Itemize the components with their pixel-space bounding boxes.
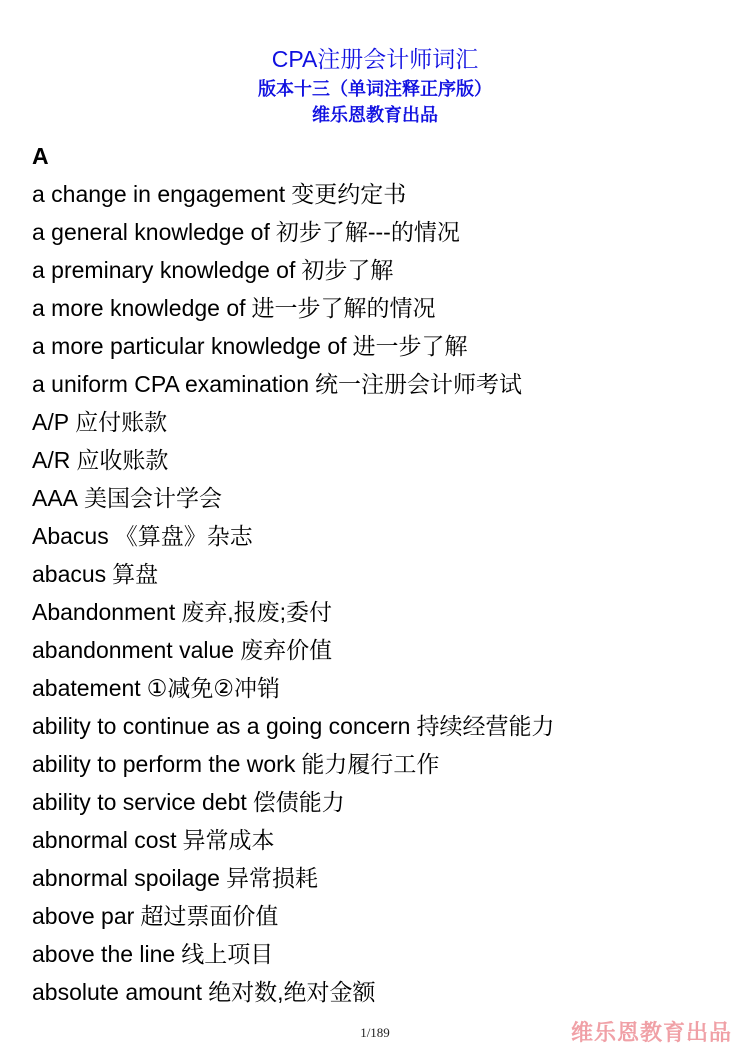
entry-meaning: ①减免②冲销: [146, 675, 280, 701]
entry-meaning: 超过票面价值: [140, 903, 279, 929]
entry-meaning: 能力履行工作: [301, 751, 440, 777]
entry-meaning: 应收账款: [76, 447, 169, 473]
entry-term: ability to service debt: [32, 789, 247, 815]
entry-meaning: 初步了解---的情况: [275, 219, 460, 245]
entry-term: a preminary knowledge of: [32, 257, 296, 283]
entry-meaning: 废弃价值: [240, 637, 333, 663]
entry-meaning: 统一注册会计师考试: [315, 371, 522, 397]
vocabulary-entry: [32, 251, 554, 289]
entry-term: a general knowledge of: [32, 219, 270, 245]
vocabulary-entry: [32, 973, 554, 1011]
entry-term: abnormal spoilage: [32, 865, 220, 891]
vocabulary-entry: [32, 745, 554, 783]
vocabulary-entry: [32, 783, 554, 821]
entry-meaning: 变更约定书: [291, 181, 407, 207]
entry-term: abandonment value: [32, 637, 235, 663]
entry-meaning: 持续经营能力: [416, 713, 555, 739]
vocabulary-entry: [32, 859, 554, 897]
entry-term: abatement: [32, 675, 141, 701]
entry-term: above par: [32, 903, 135, 929]
vocabulary-entry: [32, 821, 554, 859]
vocabulary-entry: [32, 669, 554, 707]
document-subtitle: 版本十三（单词注释正序版）: [258, 79, 492, 99]
document-title: CPA注册会计师词汇: [271, 46, 479, 72]
entry-term: a uniform CPA examination: [32, 371, 309, 397]
entry-term: abnormal cost: [32, 827, 177, 853]
entry-term: a change in engagement: [32, 181, 286, 207]
document-header: [0, 44, 750, 128]
section-letter: A: [32, 143, 49, 169]
entry-term: a more particular knowledge of: [32, 333, 347, 359]
vocabulary-entry: [32, 175, 554, 213]
vocabulary-entry: [32, 289, 554, 327]
vocabulary-entry: [32, 555, 554, 593]
entry-meaning: 异常损耗: [225, 865, 318, 891]
entry-meaning: 算盘: [112, 561, 159, 587]
entry-meaning: 绝对数,绝对金额: [208, 979, 376, 1005]
entry-term: Abandonment: [32, 599, 176, 625]
entry-term: Abacus: [32, 523, 109, 549]
entry-term: absolute amount: [32, 979, 203, 1005]
document-publisher: 维乐恩教育出品: [312, 105, 438, 125]
entry-term: AAA: [32, 485, 79, 511]
page-number: 1/189: [360, 1025, 390, 1040]
entry-term: abacus: [32, 561, 107, 587]
vocabulary-entry: [32, 593, 554, 631]
vocabulary-entry: [32, 403, 554, 441]
entry-term: A/R: [32, 447, 71, 473]
vocabulary-entry: [32, 517, 554, 555]
entry-term: A/P: [32, 409, 70, 435]
entry-term: a more knowledge of: [32, 295, 246, 321]
entry-meaning: 进一步了解: [352, 333, 468, 359]
vocabulary-entry: [32, 897, 554, 935]
publisher-watermark: 维乐恩教育出品: [570, 1020, 732, 1045]
vocabulary-entry: [32, 365, 554, 403]
entry-meaning: 《算盘》杂志: [114, 523, 253, 549]
vocabulary-entry: [32, 935, 554, 973]
entry-meaning: 线上项目: [181, 941, 274, 967]
entry-meaning: 初步了解: [301, 257, 394, 283]
entry-meaning: 异常成本: [182, 827, 275, 853]
vocabulary-entry: [32, 631, 554, 669]
vocabulary-list: [32, 175, 554, 1011]
entry-meaning: 应付账款: [75, 409, 168, 435]
entry-term: above the line: [32, 941, 176, 967]
entry-meaning: 废弃,报废;委付: [181, 599, 333, 625]
vocabulary-entry: [32, 327, 554, 365]
entry-term: ability to continue as a going concern: [32, 713, 411, 739]
vocabulary-entry: [32, 479, 554, 517]
vocabulary-entry: [32, 213, 554, 251]
vocabulary-entry: [32, 441, 554, 479]
vocabulary-entry: [32, 707, 554, 745]
entry-meaning: 进一步了解的情况: [251, 295, 436, 321]
entry-meaning: 美国会计学会: [84, 485, 223, 511]
entry-term: ability to perform the work: [32, 751, 296, 777]
entry-meaning: 偿债能力: [252, 789, 345, 815]
